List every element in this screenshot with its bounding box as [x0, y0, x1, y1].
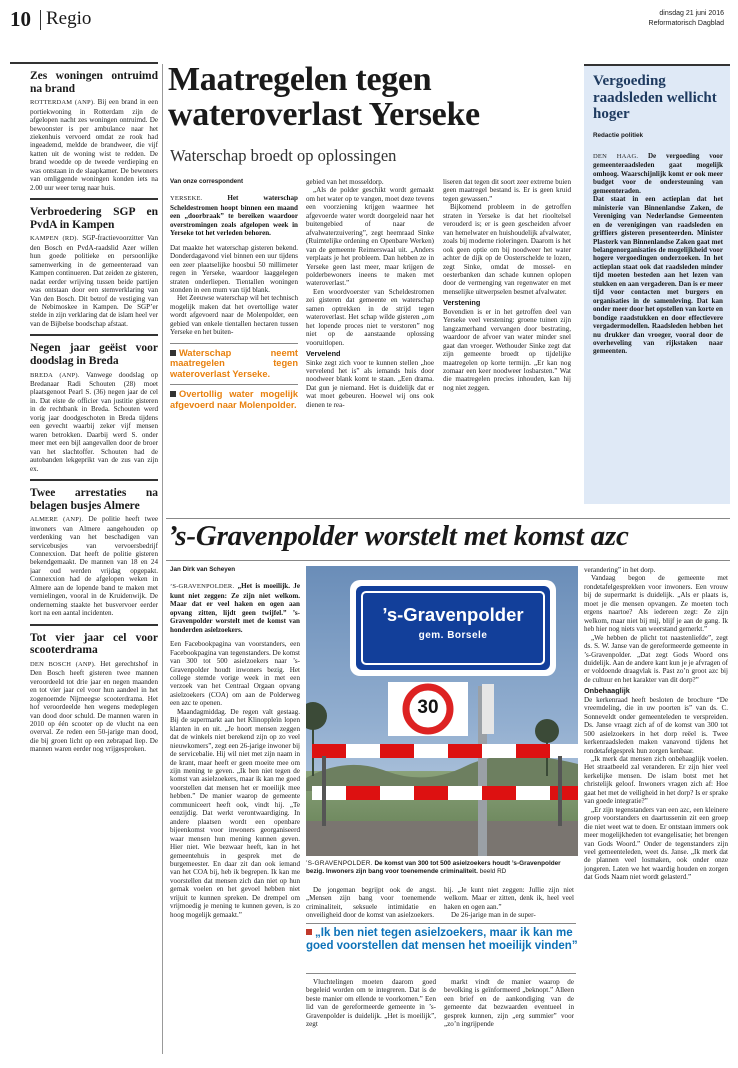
lead-para-2: Het Zeeuwse waterschap wil het technisch mogelijk maken dat het overtollige water wordt afgevoerd naar de Molenpolder, een gebied van enkele tientallen hectaren tussen Yerseke en het buiten-: [170, 294, 298, 337]
brief-body: De politie heeft twee inwoners van Almere aangehouden op verdenking van het beschadigen van servicebusjes van vervoersbedrijf Connexxion. Dat heeft de politie gisteren bekendgemaakt. De mannen van 18 en 24 jaar oud werden vrijdag opgepakt. Connexxion had de afgelopen weken in Almere aan de lopende band te maken met vernielingen, vooral in de Kruidenwijk. De onderneming staakte het busvervoer eerder kort na een aantal incidenten.: [30, 515, 158, 618]
azc-headline: ’s-Gravenpolder worstelt met komst azc: [168, 520, 629, 552]
brief-dateline: DEN BOSCH (ANP).: [30, 660, 96, 668]
quote-text: „Ik ben niet tegen asielzoekers, maar ik kan me goed voorstellen dat mensen het moeilijk vinden”: [306, 927, 578, 952]
brief-dateline: BREDA (ANP).: [30, 371, 80, 379]
sidebar-text: [593, 152, 723, 502]
lead-col2-para: gebied van het mosseldorp.: [306, 178, 384, 186]
sidebar-intro: De vergoeding voor gemeenteraadsleden gaat mogelijk omhoog. Waarschijnlijk komt er ook meer budget voor de ondersteuning van gemeenteraden.: [593, 152, 723, 195]
brief-rule: [30, 624, 158, 626]
azc-bot-2: markt vindt de manier waarop de bevolking is geïnformeerd „beknopt.” Alleen een brief en de aankondiging van de gemeente dat bezwaarden eventueel in gesprek kunnen, zijn „erg summier” voor „zo’n ingrijpende: [444, 978, 574, 1029]
azc-intro: „Het is moeilijk. Je kunt niet zeggen: Ze zijn niet welkom. Maar dat er veel haken en ogen aan opvang zitten, lijdt geen twijfel.” ’s-Gravenpolder worstelt met de komst van honderden asielzoekers.: [170, 582, 300, 634]
fact-bullet-1: [170, 350, 176, 356]
brief-text: [30, 98, 158, 192]
caption-credit: beeld RD: [479, 868, 507, 875]
azc-col-right: [584, 566, 728, 1060]
speed-limit-value: 30: [417, 697, 439, 718]
header-paper: Reformatorisch Dagblad: [648, 20, 724, 27]
lead-col3-para: Bijkomend probleem in de getroffen straten in Yerseke is dat het riooltelsel verouderd is; er is geen gescheiden afvoer van hemelwater en huishoudelijk afvalwater, zoals bij moderne rioleringen. Daarom is het ook geen optie om bij noodweer het water achter de dijk op de Oosterschelde te lozen, zegt Sinke, omdat de mossel- en oesterbanken dan schade kunnen oplopen door de vermenging van regenwater en met menselijke uitwerpselen besmet afvalwater.: [443, 203, 571, 296]
brief-body: SGP-fractievoorzitter Van den Bosch en PvdA-raadslid Azer willen hun goede politieke en persoonlijke samenwerking in de gemeenteraad van Kampen continueren. Dat zeiden ze gisteren, nadat eerder wrijving tussen beide partijen was ontstaan door een stemverklaring van Van den Bosch. Dit betrof de vestiging van de Nebimoskee in Kampen. De SGP’er stelde in zijn verklaring dat de islam heel ver van de Bijbelse boodschap afstaat.: [30, 234, 158, 328]
azc-mid-1: De jongeman begrijpt ook de angst. „Mensen zijn bang voor toenemende criminaliteit, seksuele intimidatie en onveiligheid door de komst van asielzoekers.: [306, 886, 436, 920]
lead-byline: Van onze correspondent: [170, 178, 244, 185]
azc-dateline: ’S-GRAVENPOLDER.: [170, 583, 235, 591]
quote-rule-top: [306, 923, 576, 924]
azc-rule: [166, 560, 730, 561]
sidebar-dateline: DEN HAAG.: [593, 153, 639, 160]
azc-para-1: Een Facebookpagina van voorstanders, een Facebookpagina van tegenstanders. De komst van 300 tot 500 asielzoekers naar ’s-Gravenpolder houdt inwoners bezig. Het college stemde vorige week in met een verzoek van het Centraal Orgaan opvang asielzoekers (COA) om aan de Polderweg een azc te openen.: [170, 640, 300, 708]
brief-dateline: ALMERE (ANP).: [30, 516, 84, 524]
azc-col-1: [170, 566, 300, 1060]
brief-title: Zes woningen ontruimd na brand: [30, 70, 158, 95]
lead-subhead-vervelend: Vervelend: [306, 349, 341, 359]
briefs-divider: [162, 64, 163, 1054]
brief-text: [30, 660, 158, 754]
azc-subhead-onbehaaglijk: Onbehaaglijk: [584, 686, 630, 696]
caption-text: De komst van 300 tot 500 asielzoekers houdt ’s-Gravenpolder bezig. Inwoners zijn bang voor toenemende criminaliteit.: [306, 860, 561, 875]
lead-col2-para: Een woordvoerster van Scheldestromen zei gisteren dat gemeente en waterschap samen optrekken in de strijd tegen wateroverlast. Het schap wilde gisteren „om het lopende proces niet te verstoren” nog niet op de aanstaande oplossing vooruitlopen.: [306, 287, 434, 347]
page-header: [10, 7, 730, 37]
brief-title: Verbroedering SGP en PvdA in Kampen: [30, 206, 158, 231]
sidebar-title: Vergoeding raadsleden wellicht hoger: [593, 73, 717, 122]
azc-mid-2b: De 26-jarige man in de super-: [451, 911, 536, 920]
azc-photo: [306, 566, 578, 856]
fact-box-2: [170, 389, 298, 410]
fact-box-1: [170, 348, 298, 380]
sidebar-para: Dat staat in een actieplan dat het ministerie van Binnenlandse Zaken, de Vereniging van Nederlandse Gemeenten en de verenigingen van raadsleden en griffiers gisteren presenteerden. Minister Plasterk van Binnenlandse Zaken gaat met belangenorganisaties de mogelijkheid voor hogere vergoedingen onderzoeken. In het actieplan staat ook dat raadsleden minder tijd moeten besteden aan het lezen van stukken en aan vergaderen. Dan is er meer tijd voor contacten met burgers en organisaties in de samenleving. Dat kan onder meer door het opstellen van korte en bondige raadstukken en door effectievere vergadermodellen. Raadsleden hebben het nu drukker dan vroeger, vooral door de overheveling van rijkstaken naar gemeenten.: [593, 195, 723, 356]
azc-mid-2: [444, 886, 574, 920]
brief-text: [30, 371, 158, 473]
lead-col-1: [170, 178, 298, 508]
brief-title: Tot vier jaar cel voor scooterdrama: [30, 631, 158, 657]
brief-text: [30, 234, 158, 328]
fact-rule-2: [170, 384, 298, 385]
photo-caption: [306, 860, 578, 876]
quote-bullet: [306, 929, 312, 935]
lead-para-1: Dat maakte het waterschap gisteren bekend. Donderdagavond viel binnen een uur tijdens een zeer plaatselijke hoosbui 50 millimeter regen in Yerseke, waardoor laaggelegen straten onderliepen. Tientallen woningen stonden in een mum van tijd blank.: [170, 243, 298, 294]
barrier-top: [312, 744, 578, 758]
lead-col3-para: liseren dat tegen dit soort zeer extreme buien geen maatregel bestand is. Er is geen kruid tegen gewassen.”: [443, 178, 571, 203]
sign-municipality: gem. Borsele: [418, 630, 488, 641]
fact-bullet-2: [170, 391, 176, 397]
lead-intro: Het waterschap Scheldestromen hoopt binnen een maand een „doorbraak” te bereiken waardoor overstromingen zoals afgelopen week in Yerseke tot het verleden behoren.: [170, 194, 298, 238]
azc-bot-1: Vluchtelingen moeten daarom goed begeleid worden om te integreren. Dat is de beste manier om ellende te voorkomen.” Een lid van de gereformeerde gemeente in ’s-Gravenpolder is duidelijk. „Het is moeilijk”, zegt: [306, 978, 436, 1029]
sign-town-name: ’s-Gravenpolder: [382, 604, 524, 625]
section-name: Regio: [46, 8, 92, 29]
brief-title: Twee arrestaties na belagen busjes Almere: [30, 486, 158, 512]
fact-text-1: Waterschap neemt maatregelen tegen wateroverlast Yerseke.: [170, 347, 298, 379]
lead-subhead-verstening: Verstening: [443, 298, 481, 308]
azc-right-para: „Er zijn tegenstanders van een azc, een kleinere groep voorstanders en daartussenin zit een groep die niet weet wat te doen. Er ontstaan immers ook meer mogelijkheden tot evangelisatie; het brengen van Gods Woord.” Onder de tegenstanders zijn veel gemeenteleden, weet ds. Janse. „Ik merk dat de plannen veel losmaken, ook onder onze jongeren. Laten we het waardig houden en zorgen dat Gods Naam niet wordt gelasterd.”: [584, 805, 728, 882]
azc-mid-2a: hij. „Je kunt niet zeggen: Jullie zijn niet welkom. Maar er zitten, denk ik, heel veel haken en ogen aan.”: [444, 886, 574, 911]
caption-dateline: ’S-GRAVENPOLDER.: [306, 860, 373, 867]
brief-rule: [30, 334, 158, 336]
azc-right-para: „Ik merk dat mensen zich onbehaaglijk voelen. Het straatbeeld zal veranderen. Er zijn hier veel kerkelijke mensen. De islam botst met het christelijk geloof. Inwoners vragen zich af: Hoe gaat het met de veiligheid in het dorp? Is er sprake van goede integratie?”: [584, 754, 728, 806]
lead-col2-para: Sinke zegt zich voor te kunnen stellen „hoe vervelend het is” als iemands huis door noodweer blank komt te staan. „Een drama. Dat gun je niemand. Het is duidelijk dat er wat moet gebeuren. Hoewel wij ons ook dienen te rea-: [306, 358, 434, 409]
fact-text-2: Overtollig water mogelijk afgevoerd naar Molenpolder.: [170, 389, 298, 410]
brief-text: [30, 515, 158, 617]
town-sign: [350, 580, 556, 676]
lead-subtitle: Waterschap broedt op oplossingen: [170, 146, 397, 165]
lead-col-3: [443, 178, 571, 508]
azc-right-para: „We hebben de plicht tot naastenliefde”, zegt ds. S. W. Janse van de gereformeerde gemeente in ’s-Gravenpolder. „Dat zegt Gods Woord ons duidelijk. Aan de andere kant kun je je afvragen of er voldoende draagvlak is. Past zo’n groot azc bij de cultuur en het karakter van dit dorp?”: [584, 633, 728, 684]
azc-para-2: Maandagmiddag. De regen valt gestaag. Bij de supermarkt aan het Klinoppleïn lopen klanten in en uit. „Je hoort mensen zeggen dat de winkels niet berekend zijn op zo veel nieuwkomers”, zegt een 26-jarige inwoner bij de servicebalie. Hij wil niet met zijn naam in de krant, maar heeft er geen moeite mee om zijn mening te geven. „Ik ben niet tegen de komst van asielzoekers, maar ik kan me goed voorstellen dat mensen het er moeilijk mee hebben.” De manier waarop de gemeente communiceert heeft ook, vindt hij. „Te eenzijdig. Dat werkt verontwaardiging. In andere plaatsen wordt een openbare bijeenkomst voor inwoners georganiseerd waar mensen hun mening kunnen geven. Hier niet. Wie bezwaar heeft, kan in het gemeentehuis in gesprek met de burgemeester. En daar zit dan ook iemand van het COA bij, heb ik begrepen. Ik kan me voorstellen dat mensen zich dan niet op hun gemak voelen en het gevoel hebben niet vrijuit te kunnen spreken. De drempel om vrijmoedig je mening te kunnen geven, is zo hoog mogelijk gemaakt.”: [170, 707, 300, 919]
lead-col2-para: „Als de polder geschikt wordt gemaakt om het water op te vangen, moet deze tevens een voorziening krijgen waarmee het afgevoerde water wordt doorgeleid naar het buitengebied of naar de afvalwaterzuivering”, zegt heemraad Sinke (Ruimtelijke ordening en Openbare Werken) van de gemeente Reimerswaal uit. „Anders verplaats je het probleem. Dan hebben ze in Yerseke geen last meer, maar krijgen de polderbewoners ineens te maken met wateroverlast.”: [306, 186, 434, 288]
azc-right-para: Vandaag begon de gemeente met rondetafelgesprekken voor inwoners. Een vrouw bij de supermarkt is duidelijk. „Als er plaats is, moet je die mensen opvangen. Ze moeten toch ergens naartoe? Als iedereen zegt: Ze zijn welkom, maar niet bij mij, blijf je aan de gang. Ik heb hier nog niets van weerstand gemerkt.”: [584, 574, 728, 634]
barrier-bottom: [312, 786, 578, 800]
fact-rule: [170, 343, 298, 344]
sidebar-byline: Redactie politiek: [593, 132, 644, 139]
brief-rule: [30, 479, 158, 481]
brief-dateline: ROTTERDAM (ANP).: [30, 99, 96, 107]
pull-quote: [306, 927, 578, 953]
brief-rule: [30, 198, 158, 200]
lead-col-2: [306, 178, 434, 508]
section-divider: [166, 518, 730, 519]
lead-dateline: YERSEKE.: [170, 195, 203, 203]
sidebar-box: [584, 64, 730, 504]
header-date: dinsdag 21 juni 2016: [659, 10, 724, 17]
brief-dateline: KAMPEN (RD).: [30, 235, 79, 243]
header-divider: [40, 10, 41, 30]
quote-rule-bottom: [306, 973, 576, 974]
page-number: 10: [10, 7, 31, 31]
brief-body: Vanwege doodslag op Bredanaar Radi Schouten (28) moet plaatsgenoot Pearl S. (36) negen jaar de cel in. Dat eiste de officier van justitie gisteren in de rechtbank in Breda. Schouten werd vorig jaar doodgeschoten in Breda tijdens een gevecht waarbij zeker vijf mensen waren betrokken. Daarbij werd S. onder meer met een bijl aangevallen door de broer van het slachtoffer. Schouten had de autobanden lekgeprikt van de zus van zijn ex.: [30, 370, 158, 473]
brief-title: Negen jaar geëist voor doodslag in Breda: [30, 342, 158, 367]
header-rule: [10, 62, 158, 64]
lead-col3-para: Bovendien is er in het getroffen deel van Yerseke veel verstening: groene tuinen zijn langzamerhand vervangen door bestrating, waardoor de afvoer van water minder snel gaat dan vroeger. Wethouder Sinke zegt dat zijn gemeente broedt op tijdelijke maatregelen op korte termijn. „Er kan nog zomaar een keer noodweer losbarsten.” Wat die maatregelen precies inhouden, kan hij nog niet zeggen.: [443, 307, 571, 392]
azc-right-para: verandering” in het dorp.: [584, 566, 656, 574]
briefs-column: [30, 70, 158, 1060]
azc-right-para: De kerkenraad heeft besloten de brochure “De vreemdeling, die in uw poorten is” van ds. C. Sonneveldt onder gemeenteleden te verspreiden. Ds. Janse vraagt zich af of de komst van 300 tot 500 asielzoekers in het dorp reëel is. Twee kerkenraadsleden maken vanavond tijdens het rondetafelgesprek hun zorgen kenbaar.: [584, 695, 728, 755]
brief-body: Het gerechtshof in Den Bosch heeft gisteren twee mannen veroordeeld tot drie jaar en negen maanden en tot vier jaar cel voor hun aandeel in het zogenoemde Nijmeegse scooterdrama. Het hof veroordeelde hen wegens medeplegen van dood door schuld. De mannen waren in 2010 op één scooter op de vlucht na een overval. Ze reden een 50-jarige man dood, die bij groen licht op een zebrapad liep. De mannen waren eerder nog vrijgesproken.: [30, 659, 158, 754]
azc-byline: Jan Dirk van Scheyen: [170, 566, 236, 573]
brief-body: Bij een brand in een portiekwoning in Rotterdam zijn de afgelopen nacht zes woningen ontruimd. De bewoonster is per ambulance naar het ziekenhuis vervoerd omdat ze rook had ingeademd, meldde de brandweer, die vijf katten uit de woning wist te redden. De brand woedde op de tweede verdieping en was ontstaan in de slaapkamer. De bewoners van omliggende woningen konden iets na 2.00 uur weer terug naar huis.: [30, 98, 158, 192]
lead-headline: Maatregelen tegen wateroverlast Yerseke: [168, 61, 480, 133]
